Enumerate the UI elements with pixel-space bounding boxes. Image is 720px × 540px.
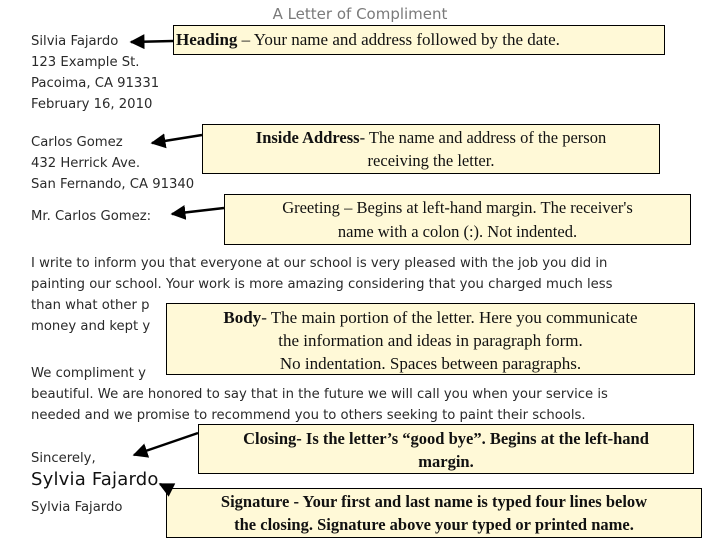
body-callout-line3: No indentation. Spaces between paragraphs. bbox=[279, 354, 582, 373]
inside-address-name: Carlos Gomez bbox=[31, 135, 123, 150]
body-line-3: than what other p bbox=[31, 298, 150, 313]
greeting-arrow bbox=[172, 208, 224, 214]
heading-street: 123 Example St. bbox=[31, 55, 140, 70]
heading-callout-text: – Your name and address followed by the date. bbox=[237, 30, 560, 49]
body-line-1: I write to inform you that everyone at our school is very pleased with the job you did in bbox=[31, 256, 608, 271]
inside-address-city: San Fernando, CA 91340 bbox=[31, 177, 195, 192]
signature-callout-line2: the closing. Signature above your typed or printed name. bbox=[234, 515, 634, 534]
body-callout-line2: the information and ideas in paragraph form. bbox=[278, 331, 583, 350]
closing-callout-line2: margin. bbox=[418, 452, 474, 471]
body-line-5: We compliment y bbox=[31, 366, 146, 381]
closing-callout-label: Closing bbox=[243, 429, 297, 448]
inside-address-callout-line1: - The name and address of the person bbox=[359, 128, 607, 147]
greeting-callout-line1: – Begins at left-hand margin. The receiver's bbox=[339, 198, 633, 217]
body-line-7: needed and we promise to recommend you to others seeking to paint their schools. bbox=[31, 408, 586, 423]
closing-callout-line1: - Is the letter’s “good bye”. Begins at the left-hand bbox=[296, 429, 649, 448]
heading-date: February 16, 2010 bbox=[31, 97, 153, 112]
signature-callout-line1: - Your first and last name is typed four lines below bbox=[289, 492, 648, 511]
page-title: A Letter of Compliment bbox=[272, 5, 448, 23]
signature-script: Sylvia Fajardo bbox=[31, 469, 159, 490]
body-callout-line1: - The main portion of the letter. Here you communicate bbox=[261, 308, 638, 327]
signature-arrow bbox=[160, 484, 168, 488]
inside-address-arrow bbox=[152, 135, 202, 143]
inside-address-street: 432 Herrick Ave. bbox=[31, 156, 141, 171]
heading-callout-label: Heading bbox=[176, 30, 238, 49]
heading-name: Silvia Fajardo bbox=[31, 34, 119, 49]
greeting-line: Mr. Carlos Gomez: bbox=[31, 209, 152, 224]
inside-address-callout-line2: receiving the letter. bbox=[367, 151, 495, 170]
signature-callout-label: Signature bbox=[220, 492, 290, 511]
closing-arrow bbox=[134, 433, 198, 455]
body-callout-label: Body bbox=[223, 308, 262, 327]
body-line-2: painting our school. Your work is more amazing considering that you charged much less bbox=[31, 277, 613, 292]
body-line-4: money and kept y bbox=[31, 319, 151, 334]
closing-line: Sincerely, bbox=[31, 451, 96, 466]
heading-arrow bbox=[131, 41, 173, 42]
greeting-callout-label: Greeting bbox=[282, 198, 340, 217]
inside-address-callout-label: Inside Address bbox=[255, 128, 360, 147]
greeting-callout-line2: name with a colon (:). Not indented. bbox=[337, 222, 578, 241]
heading-city: Pacoima, CA 91331 bbox=[31, 76, 160, 91]
body-line-6: beautiful. We are honored to say that in the future we will call you when your service is bbox=[31, 387, 608, 402]
typed-name: Sylvia Fajardo bbox=[31, 500, 123, 515]
